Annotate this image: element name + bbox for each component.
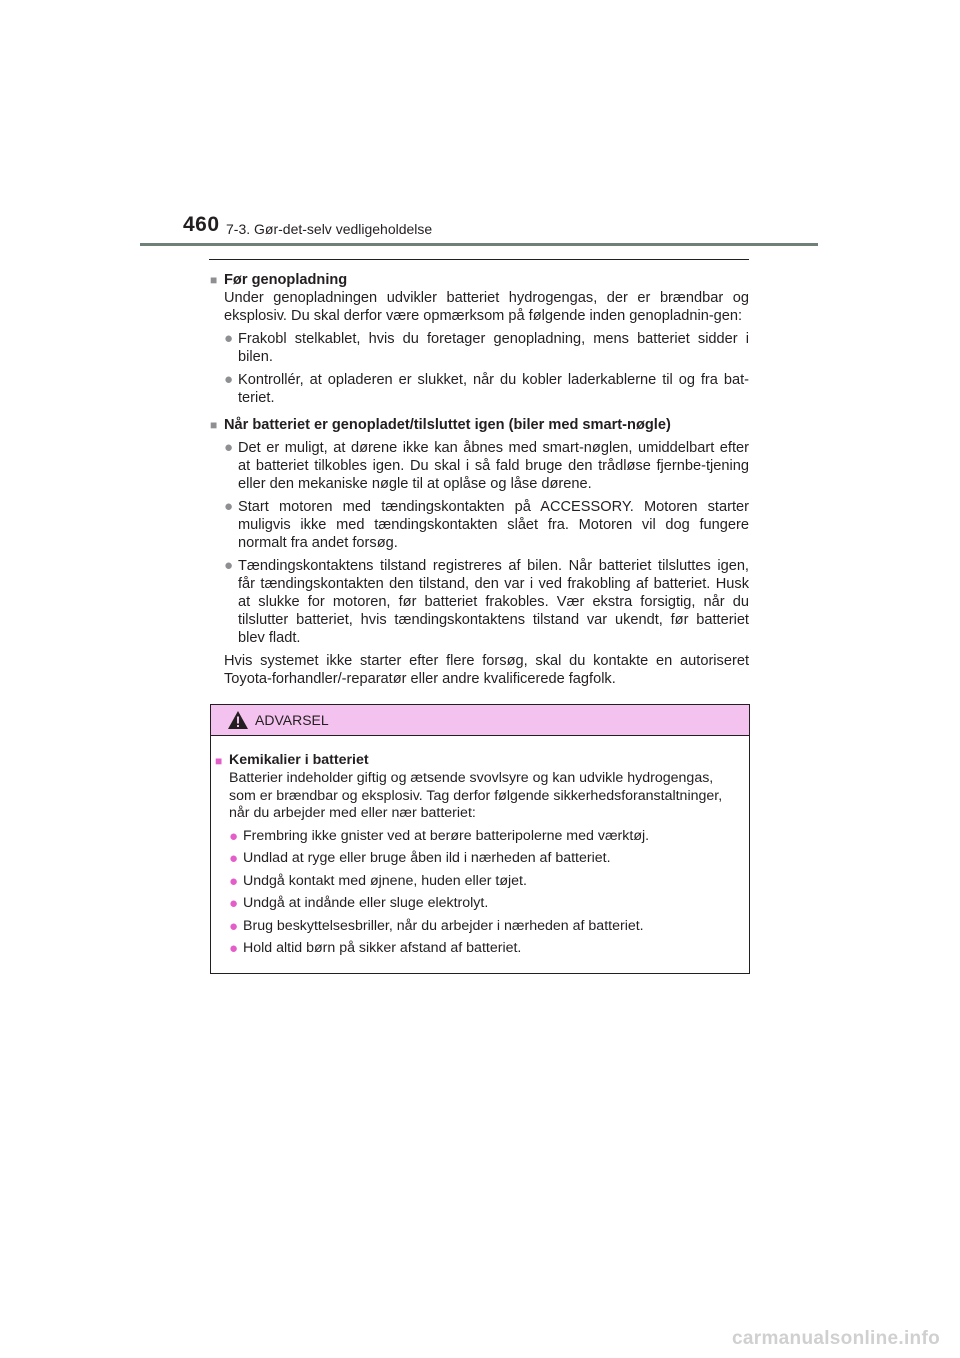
square-bullet-icon: ■	[210, 273, 218, 287]
watermark: carmanualsonline.info	[732, 1328, 940, 1349]
circle-bullet-icon: ●	[229, 940, 239, 957]
warning-header	[211, 705, 749, 736]
section-title: Før genopladning	[224, 272, 348, 288]
warning-body	[211, 736, 749, 958]
circle-bullet-icon: ●	[224, 371, 234, 388]
section-heading	[210, 416, 749, 434]
list-item: ● Brug beskyttelsesbriller, når du arbejder i nærheden af batteriet.	[229, 917, 644, 935]
circle-bullet-icon: ●	[224, 439, 234, 456]
warning-box	[210, 704, 750, 974]
list-item: ● Undgå at indånde eller sluge elektrolyt.	[229, 895, 489, 912]
list-item: ● Undgå kontakt med øjnene, huden eller tøjet.	[229, 872, 527, 890]
list-item: ● Undlad at ryge eller bruge åben ild i nærheden af batteriet.	[229, 850, 611, 867]
section-outro: Hvis systemet ikke starter efter flere forsøg, skal du kontakte en autoriseret Toyota-forhandler/-reparatør eller andre kvalificerede fagfolk.	[224, 653, 749, 687]
list-item: ● Start motoren med tændingskontakten på ACCESSORY. Motoren starter muligvis ikke med tændingskontakten slået fra. Motoren vil dog fungere normalt fra andet forsøg.	[224, 498, 749, 551]
warning-heading	[215, 752, 743, 770]
header-rule	[140, 243, 818, 246]
circle-bullet-icon: ●	[229, 895, 239, 912]
circle-bullet-icon: ●	[229, 827, 239, 845]
page-number: 460	[183, 213, 220, 236]
warning-intro: Batterier indeholder giftig og ætsende svovlsyre og kan udvikle hydrogengas, som er brændbar og eksplosiv. Tag derfor følgende sikkerhedsforanstaltninger, når du arbejder med eller nær batteriet:	[229, 770, 723, 821]
circle-bullet-icon: ●	[229, 850, 239, 867]
circle-bullet-icon: ●	[224, 557, 234, 574]
circle-bullet-icon: ●	[224, 330, 234, 347]
list-item: ● Frembring ikke gnister ved at berøre batteripolerne med værktøj.	[229, 827, 650, 845]
warning-title: Kemikalier i batteriet	[229, 752, 369, 768]
list-item: ● Tændingskontaktens tilstand registreres af bilen. Når batteriet tilsluttes igen, får tændingskontakten den tilstand, den var i ved frakobling af batteriet. Husk at slukke for motoren, før batteriet frakobles. Vær ekstra forsigtig, når du tilslutter batteriet, hvis tændingskontaktens tilstand var ukendt, før batteriet blev fladt.	[224, 557, 749, 646]
section-title: Når batteriet er genopladet/tilsluttet igen (biler med smart-nøgle)	[224, 417, 671, 433]
content-rule	[209, 259, 749, 260]
warning-triangle-icon	[227, 710, 249, 730]
circle-bullet-icon: ●	[224, 498, 234, 515]
list-item: ● Frakobl stelkablet, hvis du foretager genopladning, mens batteriet sidder i bilen.	[224, 330, 749, 365]
warning-label: ADVARSEL	[255, 712, 329, 728]
circle-bullet-icon: ●	[229, 917, 239, 935]
circle-bullet-icon: ●	[229, 872, 239, 890]
square-bullet-icon: ■	[210, 418, 218, 432]
section-intro: Under genopladningen udvikler batteriet hydrogengas, der er brændbar og eksplosiv. Du skal derfor være opmærksom på følgende inden genopladnin-gen:	[224, 290, 749, 324]
list-item: ● Kontrollér, at opladeren er slukket, når du kobler laderkablerne til og fra bat-teriet.	[224, 371, 749, 406]
main-content	[210, 267, 749, 688]
list-item: ● Hold altid børn på sikker afstand af batteriet.	[229, 940, 522, 957]
chapter-title: 7-3. Gør-det-selv vedligeholdelse	[226, 221, 433, 237]
section-heading	[210, 271, 749, 289]
square-bullet-icon: ■	[215, 754, 223, 768]
list-item: ● Det er muligt, at dørene ikke kan åbnes med smart-nøglen, umiddelbart efter at batteriet tilkobles igen. Du skal i så fald bruge den trådløse fjernbe-tjening eller den mekaniske nøgle til at oplåse og låse dørene.	[224, 439, 749, 492]
